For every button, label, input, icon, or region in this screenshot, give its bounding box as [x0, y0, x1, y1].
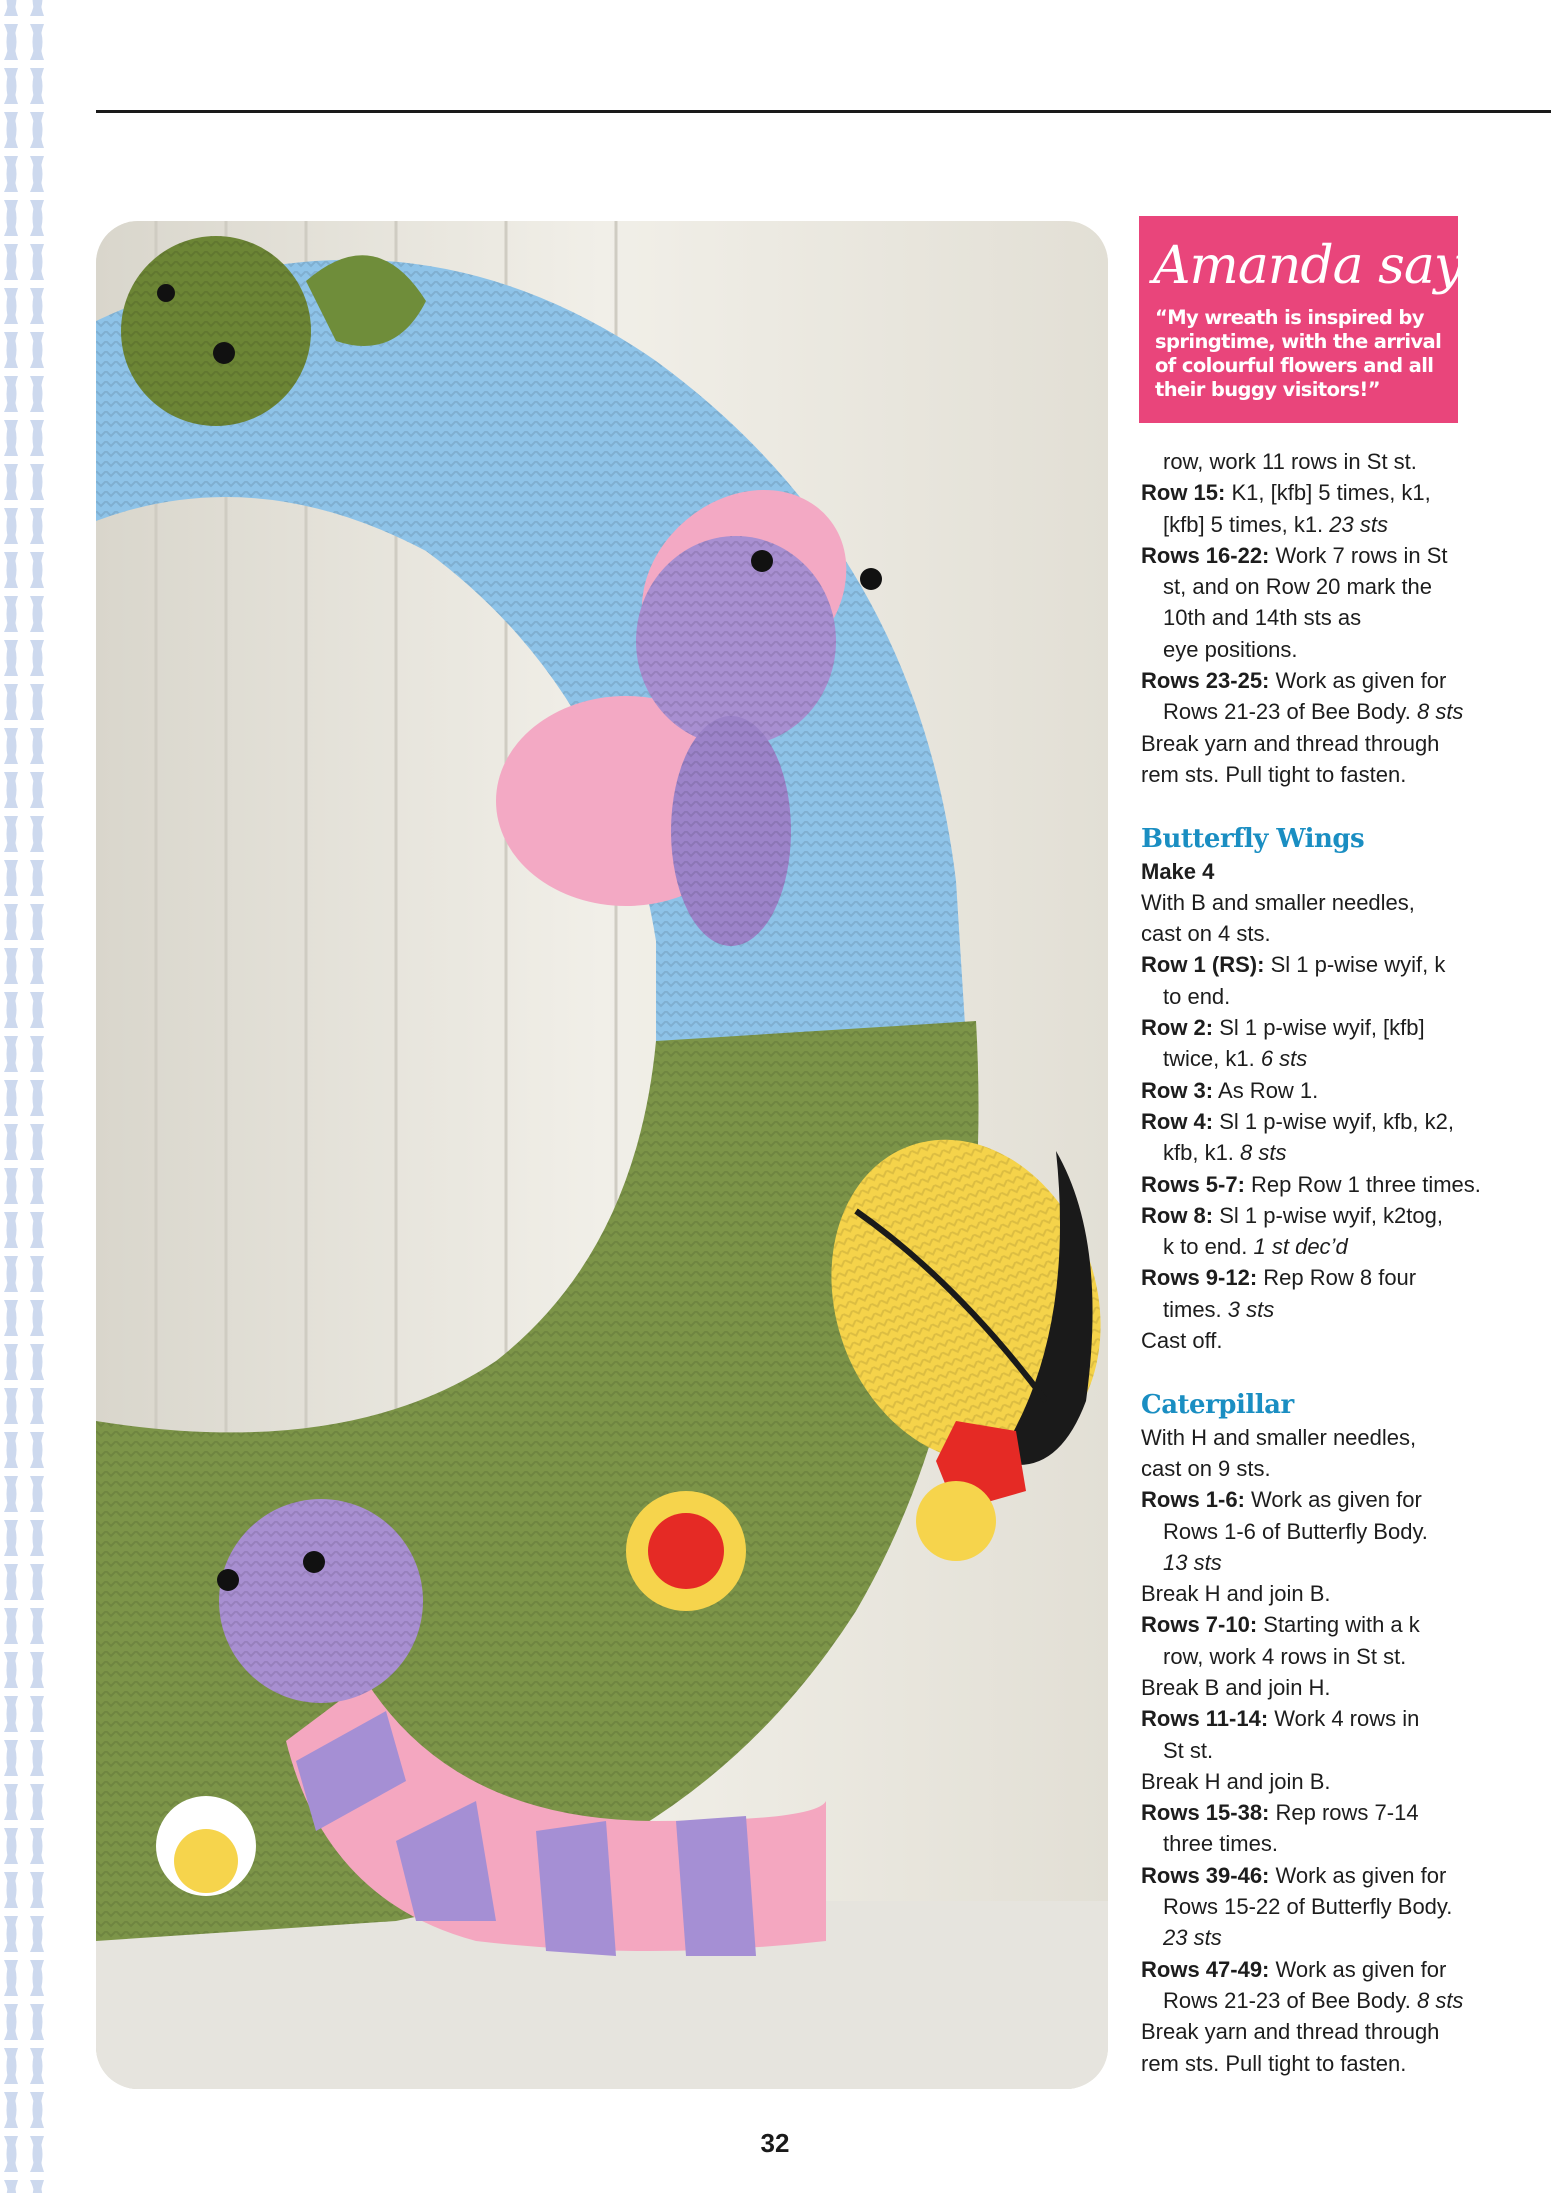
text-line: Row 4: Sl 1 p-wise wyif, kfb, k2,	[1141, 1108, 1454, 1134]
text-line: to end.	[1163, 983, 1231, 1009]
text-line: Rows 7-10: Starting with a k	[1141, 1612, 1420, 1638]
text-line: 13 sts	[1163, 1549, 1222, 1575]
text-line: row, work 4 rows in St st.	[1163, 1643, 1407, 1669]
text-line: With B and smaller needles,	[1141, 889, 1415, 915]
text-line: Row 3: As Row 1.	[1141, 1077, 1319, 1103]
text-line: 10th and 14th sts as	[1163, 605, 1362, 631]
text-line: Cast off.	[1141, 1328, 1223, 1354]
text-line: times. 3 sts	[1163, 1296, 1275, 1322]
text-line: twice, k1. 6 sts	[1163, 1046, 1308, 1072]
text-line: St st.	[1163, 1737, 1214, 1763]
text-line: Rows 16-22: Work 7 rows in St	[1141, 542, 1448, 568]
text-line: Rows 11-14: Work 4 rows in	[1141, 1706, 1420, 1732]
text-line: Break B and join H.	[1141, 1674, 1331, 1700]
chevron-border	[0, 0, 56, 2193]
section-heading-caterpillar: Caterpillar	[1141, 1389, 1294, 1420]
text-line: Rows 21-23 of Bee Body. 8 sts	[1163, 1987, 1464, 2013]
text-line: Rows 1-6 of Butterfly Body.	[1163, 1518, 1428, 1544]
text-line: Row 2: Sl 1 p-wise wyif, [kfb]	[1141, 1015, 1425, 1041]
text-line: Rows 9-12: Rep Row 8 four	[1141, 1265, 1417, 1291]
knitted-wreath-image	[96, 221, 1108, 2089]
amanda-says-callout	[1139, 216, 1488, 423]
pattern-instructions	[1141, 446, 1481, 2079]
callout-quote: “My wreath is inspired by springtime, with the arrival of colourful flowers and all their buggy visitors!”	[1155, 306, 1442, 401]
text-line: Break H and join B.	[1141, 1768, 1331, 1794]
text-line: eye positions.	[1163, 636, 1298, 662]
text-line: Rows 1-6: Work as given for	[1141, 1487, 1422, 1513]
top-rule	[96, 110, 1551, 113]
text-line: Rows 15-22 of Butterfly Body.	[1163, 1894, 1453, 1920]
text-line: Make 4	[1141, 858, 1215, 884]
text-line: three times.	[1163, 1831, 1278, 1857]
chevron-pattern-icon	[0, 0, 56, 2193]
text-line: 23 sts	[1163, 1925, 1222, 1951]
text-line: Rows 23-25: Work as given for	[1141, 668, 1447, 694]
section-heading-butterfly-wings: Butterfly Wings	[1141, 823, 1365, 854]
text-line: st, and on Row 20 mark the	[1163, 574, 1433, 600]
text-line: Break H and join B.	[1141, 1581, 1331, 1607]
text-line: cast on 4 sts.	[1141, 921, 1271, 947]
text-line: Break yarn and thread through	[1141, 2019, 1440, 2045]
text-line: rem sts. Pull tight to fasten.	[1141, 2050, 1407, 2076]
text-line: Row 1 (RS): Sl 1 p-wise wyif, k	[1141, 952, 1446, 978]
text-line: Row 8: Sl 1 p-wise wyif, k2tog,	[1141, 1202, 1443, 1228]
text-line: Rows 15-38: Rep rows 7-14	[1141, 1800, 1419, 1826]
text-line: Rows 47-49: Work as given for	[1141, 1956, 1447, 1982]
text-line: [kfb] 5 times, k1. 23 sts	[1163, 511, 1388, 537]
text-line: Rows 39-46: Work as given for	[1141, 1862, 1447, 1888]
text-line: rem sts. Pull tight to fasten.	[1141, 761, 1407, 787]
text-line: k to end. 1 st dec’d	[1163, 1234, 1348, 1260]
text-line: kfb, k1. 8 sts	[1163, 1140, 1287, 1166]
text-line: Rows 5-7: Rep Row 1 three times.	[1141, 1171, 1481, 1197]
text-line: With H and smaller needles,	[1141, 1424, 1417, 1450]
text-line: cast on 9 sts.	[1141, 1455, 1271, 1481]
page-number: 32	[760, 2128, 790, 2158]
text-line: Break yarn and thread through	[1141, 730, 1440, 756]
text-line: Rows 21-23 of Bee Body. 8 sts	[1163, 699, 1464, 725]
wreath-photo	[96, 221, 1108, 2089]
text-line: row, work 11 rows in St st.	[1163, 449, 1417, 474]
callout-title: Amanda says	[1153, 236, 1488, 296]
text-line: Row 15: K1, [kfb] 5 times, k1,	[1141, 480, 1431, 506]
